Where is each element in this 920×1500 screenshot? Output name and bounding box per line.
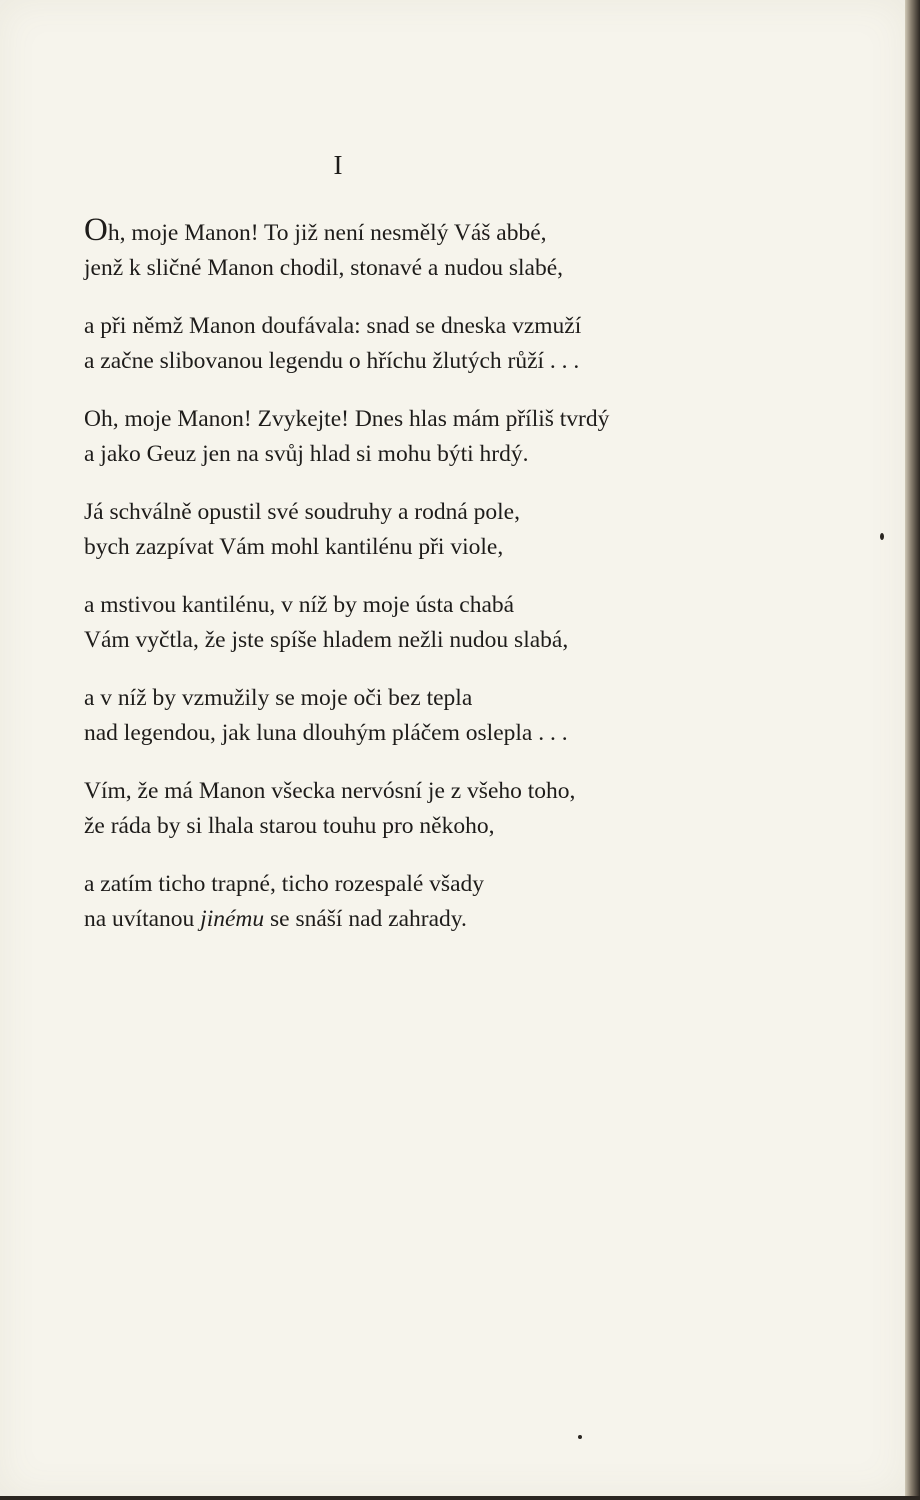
poem-line: a zatím ticho trapné, ticho rozespalé všady (84, 871, 484, 897)
italic-word: jinému (200, 906, 265, 932)
poem-line: bych zazpívat Vám mohl kantilénu při viole, (84, 534, 504, 560)
poem-line (84, 902, 784, 937)
ink-speck (880, 533, 884, 540)
ink-speck (578, 1435, 582, 1439)
line-text: se snáší nad zahrady. (264, 906, 467, 932)
poem-line: že ráda by si lhala starou touhu pro někoho, (84, 813, 495, 839)
stanza (84, 774, 784, 844)
stanza (84, 588, 784, 658)
poem (84, 213, 784, 960)
poem-line: a začne slibovanou legendu o hříchu žlutých růží . . . (84, 348, 580, 374)
poem-line: Vím, že má Manon všecka nervósní je z všeho toho, (84, 778, 576, 804)
poem-line (84, 213, 784, 251)
initial-letter: O (84, 212, 108, 248)
poem-line: a jako Geuz jen na svůj hlad si mohu býti hrdý. (84, 441, 529, 467)
poem-line: a mstivou kantilénu, v níž by moje ústa chabá (84, 592, 515, 618)
stanza (84, 867, 784, 937)
stanza (84, 213, 784, 286)
poem-line: nad legendou, jak luna dlouhým pláčem oslepla . . . (84, 720, 568, 746)
stanza (84, 681, 784, 751)
stanza (84, 309, 784, 379)
poem-line: Já schválně opustil své soudruhy a rodná pole, (84, 499, 520, 525)
stanza (84, 495, 784, 565)
poem-line: Oh, moje Manon! Zvykejte! Dnes hlas mám příliš tvrdý (84, 406, 610, 432)
poem-line: jenž k sličné Manon chodil, stonavé a nudou slabé, (84, 255, 564, 281)
page-bottom-edge (0, 1496, 920, 1500)
poem-line: Vám vyčtla, že jste spíše hladem nežli nudou slabá, (84, 627, 569, 653)
page-edge (905, 0, 920, 1500)
stanza (84, 402, 784, 472)
line-text: na uvítanou (84, 906, 201, 932)
poem-line: a při němž Manon doufávala: snad se dneska vzmuží (84, 313, 582, 339)
line-text: h, moje Manon! To již není nesmělý Váš abbé, (107, 220, 547, 246)
chapter-number: I (333, 150, 343, 180)
poem-line: a v níž by vzmužily se moje oči bez tepla (84, 685, 473, 711)
